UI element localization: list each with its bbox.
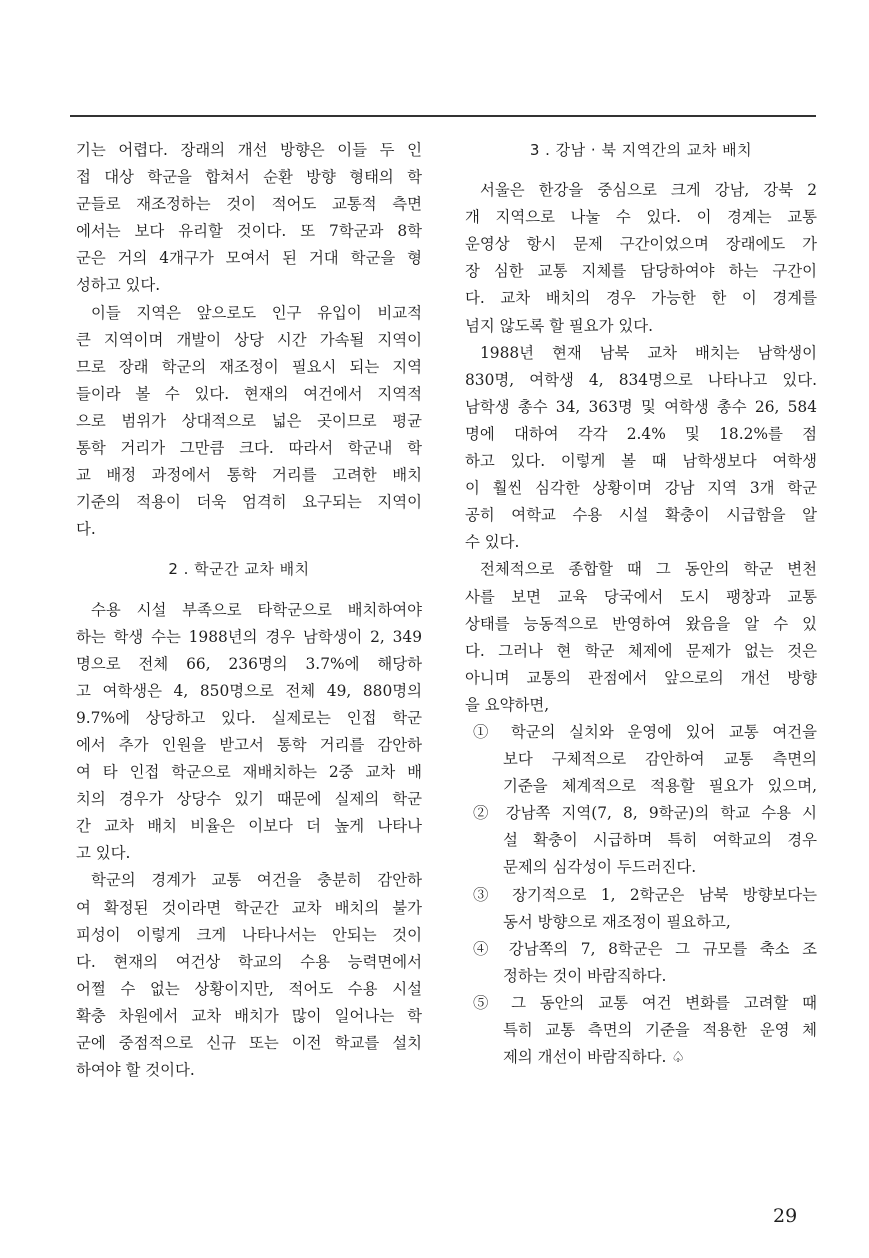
left-text-line: 군은 거의 4개구가 모여서 된 거대 학군을 형 bbox=[76, 249, 422, 268]
left-text-line: 기는 어렵다. 장래의 개선 방향은 이들 두 인 bbox=[76, 141, 422, 159]
left-text-line: 학군의 경계가 교통 여건을 충분히 감안하 bbox=[91, 871, 422, 890]
right-text-line: 설 확충이 시급하며 특히 여학교의 경우 bbox=[503, 831, 817, 850]
right-text-line: 서울은 한강을 중심으로 크게 강남, 강북 2 bbox=[480, 181, 817, 200]
left-text-line: 큰 지역이며 개발이 상당 시간 가속될 지역이 bbox=[76, 330, 422, 349]
left-text-line: 군들로 재조정하는 것이 적어도 교통적 측면 bbox=[76, 195, 422, 214]
left-text-line: 하는 학생 수는 1988년의 경우 남학생이 2, 349 bbox=[76, 627, 422, 646]
right-text-line: 명에 대하여 각각 2.4% 및 18.2%를 점 bbox=[465, 424, 817, 443]
left-text-line: 에서는 보다 유리할 것이다. 또 7학군과 8학 bbox=[76, 222, 422, 241]
left-text-line: 교 배정 과정에서 통학 거리를 고려한 배치 bbox=[76, 466, 422, 485]
right-text-line: 이 훨씬 심각한 상황이며 강남 지역 3개 학군 bbox=[465, 479, 817, 498]
left-text-line: 여 타 인접 학군으로 재배치하는 2중 교차 배 bbox=[76, 763, 422, 782]
left-text-line: 치의 경우가 상당수 있기 때문에 실제의 학군 bbox=[76, 790, 422, 809]
right-text-line: 장 심한 교통 지체를 담당하여야 하는 구간이 bbox=[465, 262, 817, 281]
right-text-line: 보다 구체적으로 감안하여 교통 측면의 bbox=[503, 750, 817, 769]
left-text-line: 군에 중점적으로 신규 또는 이전 학교를 설치 bbox=[76, 1034, 422, 1052]
right-column bbox=[465, 137, 817, 1071]
right-text-line: 다. 그러나 현 학군 체제에 문제가 없는 것은 bbox=[465, 641, 817, 660]
right-text-line: 정하는 것이 바람직하다. bbox=[503, 966, 667, 985]
right-text-line: ③ 장기적으로 1, 2학군은 남북 방향보다는 bbox=[473, 885, 817, 904]
right-text-line: 제의 개선이 바람직하다. ♤ bbox=[503, 1048, 686, 1067]
right-text-line: 기준을 체계적으로 적용할 필요가 있으며, bbox=[503, 777, 817, 796]
right-text-line: 다. 교차 배치의 경우 가능한 한 이 경계를 bbox=[465, 289, 817, 308]
left-text-line: 수용 시설 부족으로 타학군으로 배치하여야 bbox=[91, 600, 422, 619]
right-text-line: 수 있다. bbox=[465, 533, 520, 552]
left-text-line: 으로 범위가 상대적으로 넓은 곳이므로 평균 bbox=[76, 411, 422, 430]
left-text-line: 확충 차원에서 교차 배치가 많이 일어나는 학 bbox=[76, 1006, 422, 1025]
right-text-line: 하고 있다. 이렇게 볼 때 남학생보다 여학생 bbox=[465, 452, 817, 471]
right-text-line: 아니며 교통의 관점에서 앞으로의 개선 방향 bbox=[465, 668, 817, 687]
left-text-line: 성하고 있다. bbox=[76, 276, 161, 295]
left-text-line: 9.7%에 상당하고 있다. 실제로는 인접 학군 bbox=[76, 708, 422, 727]
right-text-line: 개 지역으로 나눌 수 있다. 이 경계는 교통 bbox=[465, 208, 817, 227]
left-text-line: 기준의 적용이 더욱 엄격히 요구되는 지역이 bbox=[76, 493, 422, 512]
left-text-line: 고 있다. bbox=[76, 844, 131, 863]
right-text-line: ⑤ 그 동안의 교통 여건 변화를 고려할 때 bbox=[473, 993, 817, 1012]
right-text-line: 동서 방향으로 재조정이 필요하고, bbox=[503, 912, 731, 931]
left-text-line: 여 확정된 것이라면 학군간 교차 배치의 불가 bbox=[76, 898, 422, 917]
right-text-line: 사를 보면 교육 당국에서 도시 팽창과 교통 bbox=[465, 587, 817, 606]
left-text-line: 피성이 이렇게 크게 나타나서는 안되는 것이 bbox=[76, 925, 422, 944]
right-text-line: ① 학군의 실치와 운영에 있어 교통 여건을 bbox=[473, 722, 817, 741]
section-heading: 2 . 학군간 교차 배치 bbox=[168, 560, 310, 579]
section-heading: 3 . 강남 · 북 지역간의 교차 배치 bbox=[529, 141, 753, 159]
left-text-line: 통학 거리가 그만큼 크다. 따라서 학군내 학 bbox=[76, 439, 422, 458]
left-text-line: 고 여학생은 4, 850명으로 전체 49, 880명의 bbox=[76, 681, 422, 700]
left-text-line: 하여야 할 것이다. bbox=[76, 1061, 195, 1080]
left-text-line: 다. 현재의 여건상 학교의 수용 능력면에서 bbox=[76, 952, 422, 971]
right-text-line: 830명, 여학생 4, 834명으로 나타나고 있다. bbox=[465, 370, 817, 389]
left-column bbox=[76, 137, 422, 1084]
right-text-line: 공히 여학교 수용 시설 확충이 시급함을 알 bbox=[465, 506, 817, 525]
left-text-line: 접 대상 학군을 합쳐서 순환 방향 형태의 학 bbox=[76, 168, 422, 187]
right-text-line: 상태를 능동적으로 반영하여 왔음을 알 수 있 bbox=[465, 614, 817, 633]
right-text-line: ④ 강남쪽의 7, 8학군은 그 규모를 축소 조 bbox=[473, 939, 817, 958]
header-rule bbox=[70, 115, 816, 117]
right-text-line: 운영상 항시 문제 구간이었으며 장래에도 가 bbox=[465, 235, 817, 254]
left-text-line: 들이라 볼 수 있다. 현재의 여건에서 지역적 bbox=[76, 384, 422, 403]
left-text-line: 다. bbox=[76, 520, 96, 539]
right-text-line: 남학생 총수 34, 363명 및 여학생 총수 26, 584 bbox=[465, 397, 817, 416]
left-text-line: 에서 추가 인원을 받고서 통학 거리를 감안하 bbox=[76, 735, 422, 754]
right-text-line: 1988년 현재 남북 교차 배치는 남학생이 bbox=[480, 343, 817, 362]
left-text-line: 명으로 전체 66, 236명의 3.7%에 해당하 bbox=[76, 654, 422, 673]
right-text-line: ② 강남쪽 지역(7, 8, 9학군)의 학교 수용 시 bbox=[473, 804, 817, 823]
left-text-line: 어쩔 수 없는 상황이지만, 적어도 수용 시설 bbox=[76, 979, 422, 998]
right-text-line: 을 요약하면, bbox=[465, 695, 550, 714]
left-text-line: 이들 지역은 앞으로도 인구 유입이 비교적 bbox=[91, 303, 422, 322]
right-text-line: 특히 교통 측면의 기준을 적용한 운영 체 bbox=[503, 1021, 817, 1039]
left-text-line: 므로 장래 학군의 재조정이 필요시 되는 지역 bbox=[76, 357, 422, 376]
right-text-line: 넘지 않도록 할 필요가 있다. bbox=[465, 316, 654, 335]
right-text-line: 문제의 심각성이 두드러진다. bbox=[503, 858, 697, 877]
page-number: 29 bbox=[773, 1205, 798, 1227]
right-text-line: 전체적으로 종합할 때 그 동안의 학군 변천 bbox=[480, 560, 817, 579]
left-text-line: 간 교차 배치 비율은 이보다 더 높게 나타나 bbox=[76, 817, 422, 836]
